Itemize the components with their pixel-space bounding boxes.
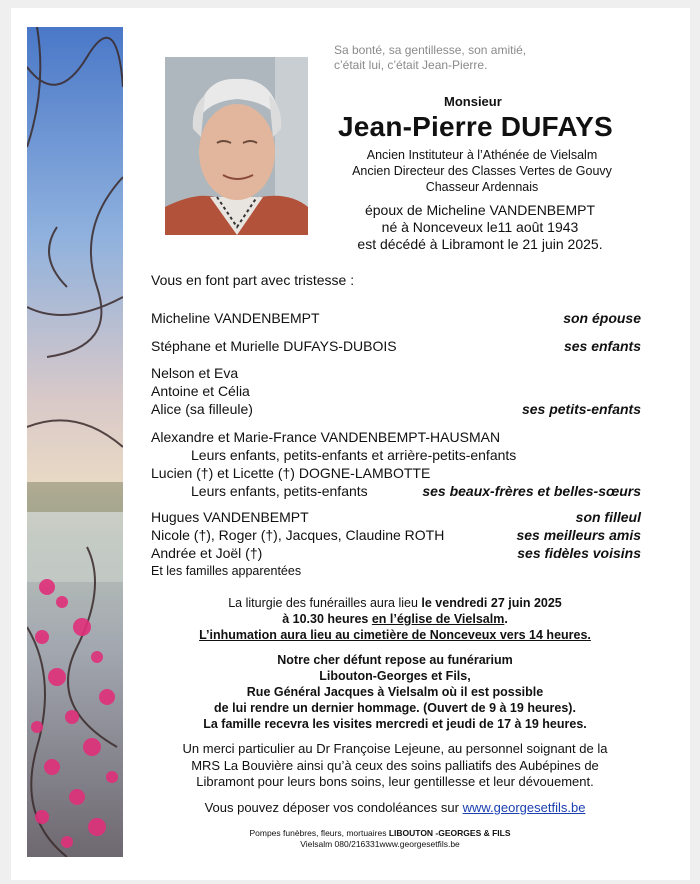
family-name: Hugues VANDENBEMPT [151,509,309,525]
family-relation: ses meilleurs amis [516,527,641,543]
title-line: Chasseur Ardennais [425,180,539,194]
condolences-link[interactable]: www.georgesetfils.be [462,800,586,815]
footer-company: LIBOUTON -GEORGES & FILS [388,828,511,838]
decorative-nature-image [27,27,123,857]
title-line: Ancien Directeur des Classes Vertes de Gouvy [352,164,612,178]
quote-line: c’était lui, c’était Jean-Pierre. [334,58,488,72]
family-name: Leurs enfants, petits-enfants [191,483,368,499]
funeral-date: le vendredi 27 juin 2025 [421,596,562,610]
family-row [151,482,641,500]
family-row [151,428,641,446]
footer-line [180,828,580,839]
deceased-titles [322,147,642,195]
family-relation: ses petits-enfants [521,401,641,417]
funeral-line [145,611,645,627]
funerarium-line: de lui rendre un dernier hommage. (Ouvert de 9 à 19 heures). [214,701,576,715]
family-name: Micheline VANDENBEMPT [151,310,320,326]
quote-line: Sa bonté, sa gentillesse, son amitié, [334,43,527,57]
family-row [151,309,641,327]
civil-line: époux de Micheline VANDENBEMPT [364,202,596,218]
family-row [151,544,641,562]
funerarium-details [145,652,645,732]
family-relation: ses enfants [563,338,641,354]
thanks-line: MRS La Bouvière ainsi qu’à ceux des soins palliatifs des Aubépines de [191,757,599,773]
announcement-intro: Vous en font part avec tristesse : [151,272,355,288]
funeral-details [145,595,645,643]
funerarium-line: Rue Général Jacques à Vielsalm où il est possible [246,685,544,699]
family-name: Alice (sa filleule) [151,401,253,417]
footer-text: Pompes funèbres, fleurs, mortuaires [249,828,389,838]
honorific: Monsieur [444,94,502,109]
family-row [151,526,641,544]
family-row [151,508,641,526]
family-name: Nelson et Eva [151,365,239,381]
family-name: Leurs enfants, petits-enfants et arrière-petits-enfants [191,447,517,463]
deceased-name: Jean-Pierre DUFAYS [338,111,613,142]
family-name: Nicole (†), Roger (†), Jacques, Claudine ROTH [151,527,445,543]
thanks-message [145,741,645,791]
family-name: Alexandre et Marie-France VANDENBEMPT-HAUSMAN [151,429,501,445]
family-name: Et les familles apparentées [151,564,302,578]
family-row [151,337,641,355]
burial-line: L’inhumation aura lieu au cimetière de Nonceveux vers 14 heures. [199,628,591,642]
footer-contact: Vielsalm 080/216331www.georgesetfils.be [300,839,460,849]
family-row [151,382,641,400]
thanks-line: Libramont pour leurs bons soins, leur gentillesse et leur dévouement. [196,774,594,789]
family-row [151,446,641,464]
family-relation: son épouse [563,310,641,326]
family-row [151,464,641,482]
family-row [151,562,641,580]
quote [334,43,614,73]
family-row [151,364,641,382]
footer [180,828,580,850]
funeral-text: La liturgie des funérailles aura lieu [228,596,422,610]
funerarium-line: Notre cher défunt repose au funérarium [277,653,513,667]
thanks-line: Un merci particulier au Dr Françoise Lejeune, au personnel soignant de la [182,741,608,756]
funerarium-line: La famille recevra les visites mercredi et jeudi de 17 à 19 heures. [203,717,587,731]
funeral-time: à 10.30 heures [282,612,372,626]
condolences [145,800,645,816]
funeral-punct: . [504,612,508,626]
family-name: Stéphane et Murielle DUFAYS-DUBOIS [151,338,397,354]
family-name: Lucien (†) et Licette (†) DOGNE-LAMBOTTE [151,465,431,481]
family-relation: ses fidèles voisins [517,545,641,561]
family-relation: son filleul [575,509,641,525]
family-name: Andrée et Joël (†) [151,545,263,561]
funeral-line [145,595,645,611]
funeral-place: en l’église de Vielsalm [371,612,505,626]
funerarium-line: Libouton-Georges et Fils, [319,669,471,683]
civil-line: né à Nonceveux le11 août 1943 [381,219,579,235]
portrait-photo [165,57,308,235]
civil-details [330,202,630,253]
title-line: Ancien Instituteur à l’Athénée de Vielsalm [366,148,598,162]
condolences-text: Vous pouvez déposer vos condoléances sur [204,800,463,815]
family-relation: ses beaux-frères et belles-sœurs [422,483,641,499]
civil-line: est décédé à Libramont le 21 juin 2025. [357,236,603,252]
family-name: Antoine et Célia [151,383,250,399]
family-row [151,400,641,418]
